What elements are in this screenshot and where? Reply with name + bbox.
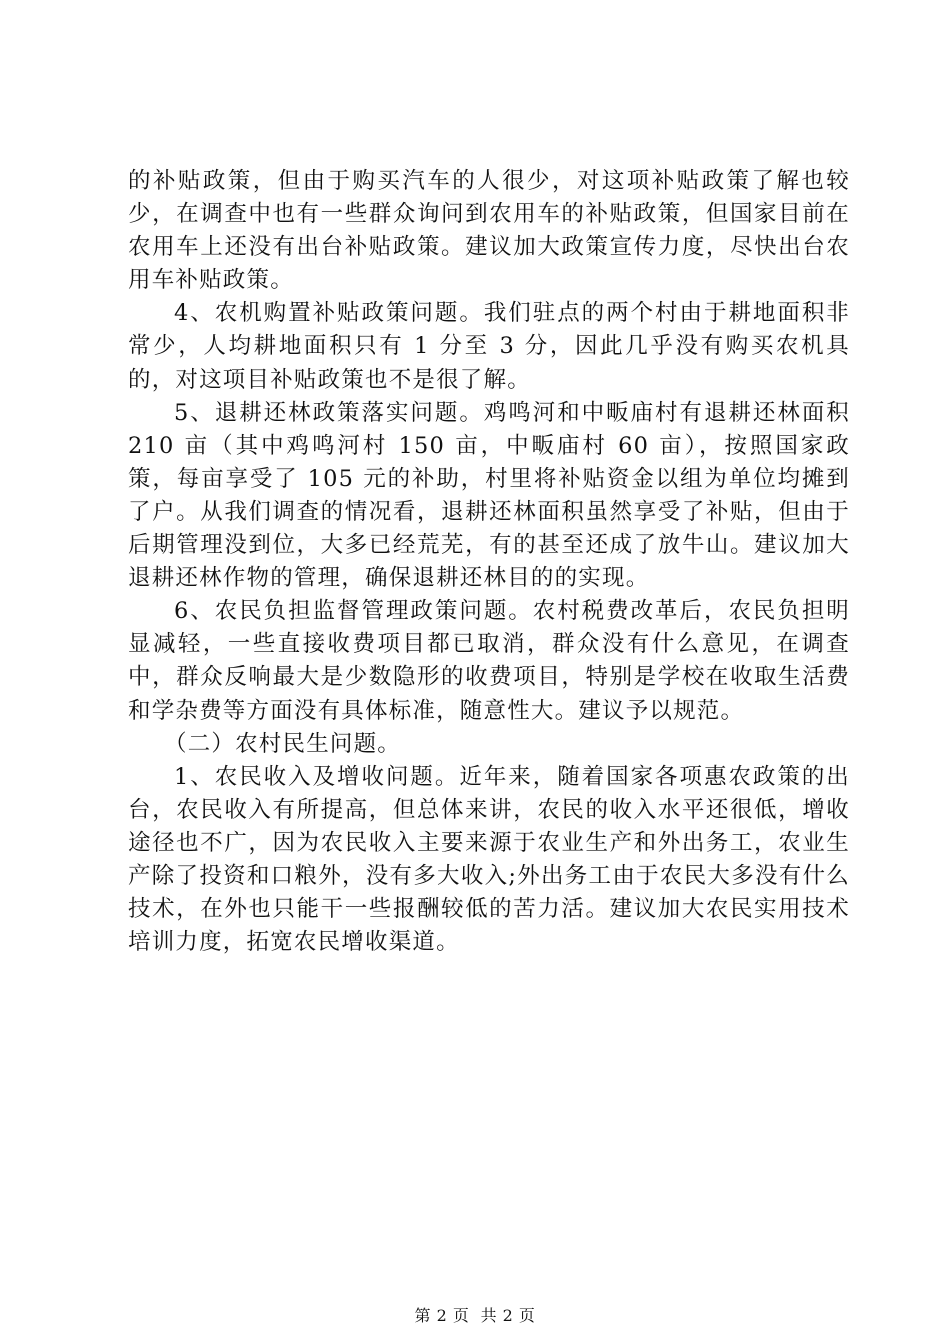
page-total: 共 2 页 bbox=[480, 1306, 536, 1325]
paragraph-reforestation-policy: 5、退耕还林政策落实问题。鸡鸣河和中畈庙村有退耕还林面积 210 亩（其中鸡鸣河村 150 亩，中畈庙村 60 亩），按照国家政策，每亩享受了 105 元的补助，村里将补贴资金以组为单位均摊到了户。从我们调查的情况看，退耕还林面积虽然享受了补贴，但由于后期管理没到位，大多已经荒芜，有的甚至还成了放牛山。建议加大退耕还林作物的管理，确保退耕还林目的的实现。 bbox=[128, 399, 850, 592]
paragraph-subsidy-continuation: 的补贴政策，但由于购买汽车的人很少，对这项补贴政策了解也较少，在调查中也有一些群众询问到农用车的补贴政策，但国家目前在农用车上还没有出台补贴政策。建议加大政策宣传力度，尽快出台农用车补贴政策。 bbox=[128, 168, 850, 294]
page-number: 第 2 页 bbox=[414, 1306, 470, 1325]
section-heading-rural-livelihood: （二）农村民生问题。 bbox=[164, 730, 402, 757]
paragraph-farmer-income: 1、农民收入及增收问题。近年来，随着国家各项惠农政策的出台，农民收入有所提高，但总体来讲，农民的收入水平还很低，增收途径也不广，因为农民收入主要来源于农业生产和外出务工，农业生产除了投资和口粮外，没有多大收入;外出务工由于农民大多没有什么技术，在外也只能干一些报酬较低的苦力活。建议加大农民实用技术培训力度，拓宽农民增收渠道。 bbox=[128, 763, 850, 956]
paragraph-farm-machinery-subsidy: 4、农机购置补贴政策问题。我们驻点的两个村由于耕地面积非常少，人均耕地面积只有 1 分至 3 分，因此几乎没有购买农机具的，对这项目补贴政策也不是很了解。 bbox=[128, 300, 850, 393]
paragraph-farmer-burden-policy: 6、农民负担监督管理政策问题。农村税费改革后，农民负担明显减轻，一些直接收费项目都已取消，群众没有什么意见，在调查中，群众反响最大是少数隐形的收费项目，特别是学校在收取生活费和学杂费等方面没有具体标准，随意性大。建议予以规范。 bbox=[128, 598, 850, 724]
document-body bbox=[128, 165, 850, 959]
page-footer bbox=[0, 1306, 950, 1326]
